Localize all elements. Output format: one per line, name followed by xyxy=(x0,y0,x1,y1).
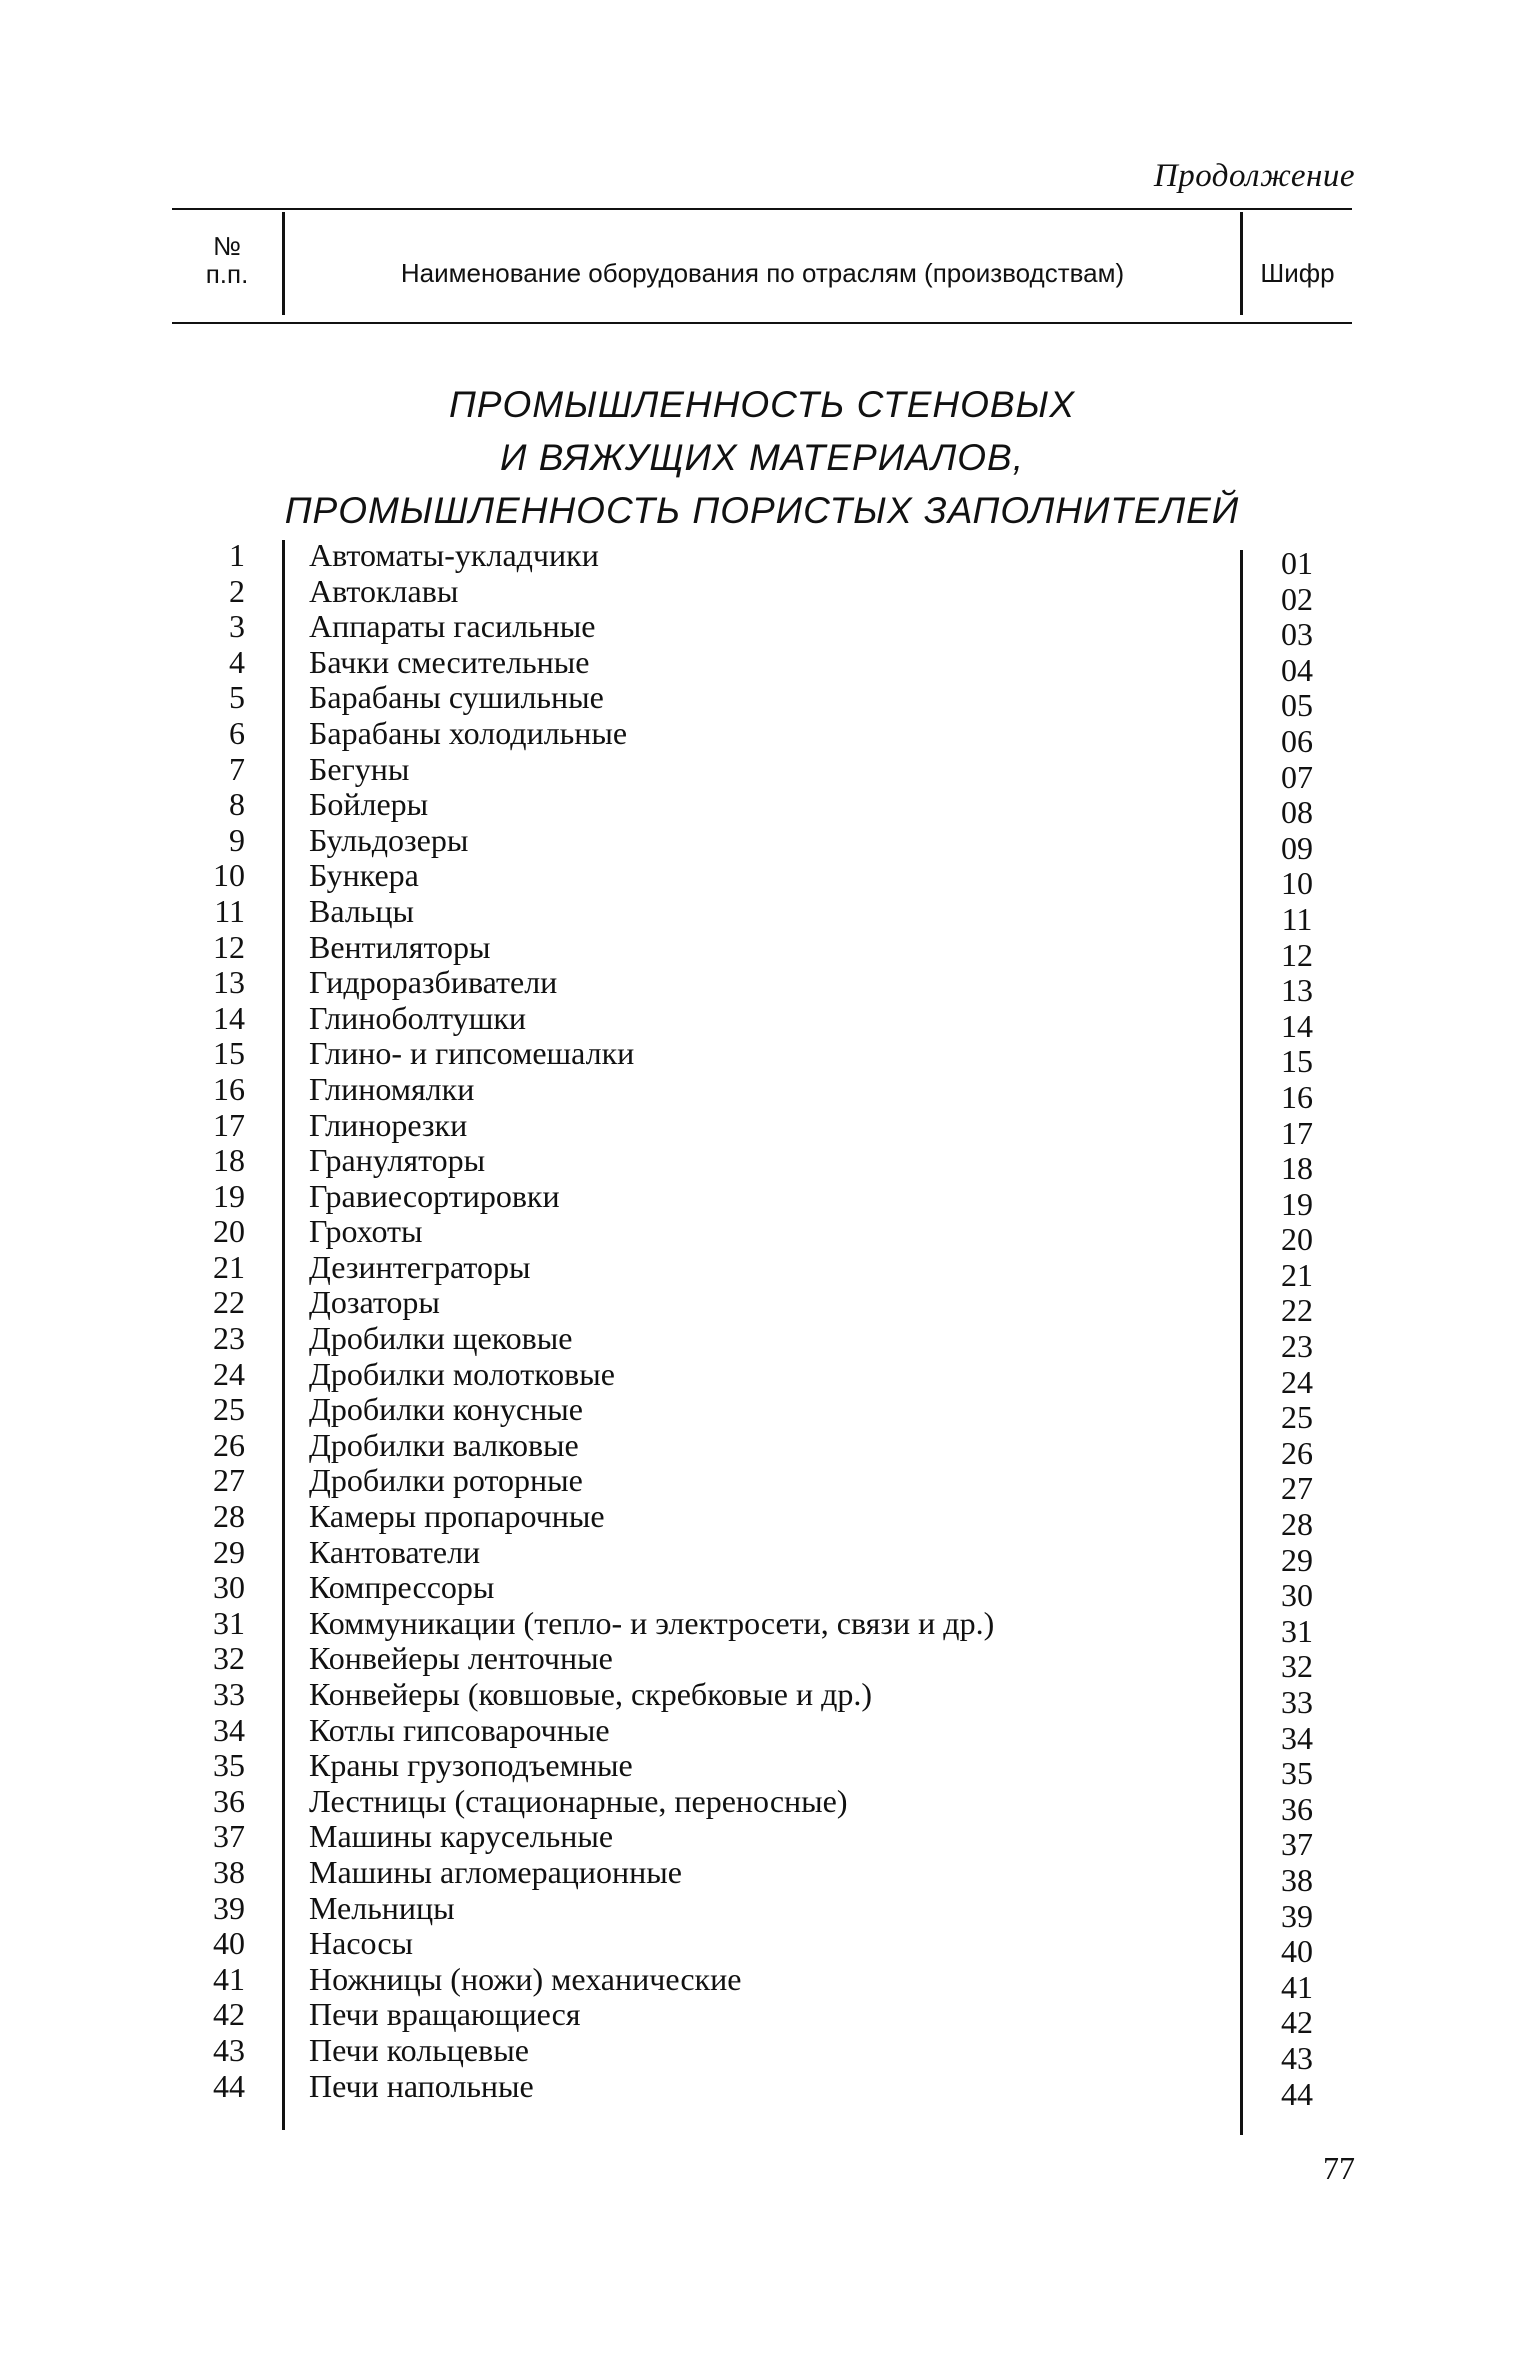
table-row xyxy=(172,714,1352,759)
row-code: 10 xyxy=(1281,865,1313,902)
row-code: 25 xyxy=(1281,1399,1313,1436)
row-number: 12 xyxy=(213,928,245,965)
row-number: 37 xyxy=(213,1818,245,1855)
row-code: 43 xyxy=(1281,2039,1313,2076)
table-row xyxy=(172,786,1352,831)
row-equipment-name: Грануляторы xyxy=(309,1142,486,1179)
row-code: 28 xyxy=(1281,1506,1313,1543)
row-number: 36 xyxy=(213,1782,245,1819)
row-equipment-name: Глиноболтушки xyxy=(309,999,527,1036)
row-code: 09 xyxy=(1281,829,1313,866)
table-row xyxy=(172,892,1352,937)
row-equipment-name: Коммуникации (тепло- и электросети, связи и др.) xyxy=(309,1604,995,1641)
header-col-code: Шифр xyxy=(1260,258,1335,288)
table-row xyxy=(172,1853,1352,1898)
section-title-line3: ПРОМЫШЛЕННОСТЬ ПОРИСТЫХ ЗАПОЛНИТЕЛЕЙ xyxy=(284,490,1240,531)
row-equipment-name: Машины карусельные xyxy=(309,1818,614,1855)
row-code: 17 xyxy=(1281,1114,1313,1151)
row-code: 02 xyxy=(1281,580,1313,617)
table-row xyxy=(172,1782,1352,1827)
table-row xyxy=(172,1391,1352,1436)
row-number: 4 xyxy=(229,643,245,680)
row-number: 14 xyxy=(213,999,245,1036)
row-code: 04 xyxy=(1281,651,1313,688)
table-row xyxy=(172,1177,1352,1222)
row-code: 21 xyxy=(1281,1256,1313,1293)
row-code: 06 xyxy=(1281,722,1313,759)
row-equipment-name: Конвейеры (ковшовые, скребковые и др.) xyxy=(309,1676,872,1712)
row-equipment-name: Бегуны xyxy=(309,750,410,787)
continuation-label: Продолжение xyxy=(1153,158,1355,194)
row-number: 44 xyxy=(213,2067,245,2104)
row-number: 19 xyxy=(213,1177,245,1214)
row-number: 16 xyxy=(213,1070,245,1107)
row-equipment-name: Бульдозеры xyxy=(309,821,469,858)
row-equipment-name: Автоматы-укладчики xyxy=(309,537,599,573)
row-equipment-name: Насосы xyxy=(309,1925,414,1962)
header-bottom-rule xyxy=(172,322,1352,324)
row-number: 10 xyxy=(213,857,245,894)
row-equipment-name: Лестницы (стационарные, переносные) xyxy=(309,1782,848,1819)
row-number: 32 xyxy=(213,1640,245,1677)
row-code: 40 xyxy=(1281,1933,1313,1970)
row-number: 39 xyxy=(213,1889,245,1926)
section-title-line2: И ВЯЖУЩИХ МАТЕРИАЛОВ, xyxy=(500,437,1024,478)
row-code: 42 xyxy=(1281,2004,1313,2041)
row-code: 34 xyxy=(1281,1719,1313,1756)
row-code: 05 xyxy=(1281,687,1313,724)
page-number: 77 xyxy=(1323,2150,1355,2186)
row-equipment-name: Дробилки валковые xyxy=(309,1426,579,1463)
row-equipment-name: Дробилки конусные xyxy=(309,1391,583,1428)
row-code: 26 xyxy=(1281,1434,1313,1471)
table-row xyxy=(172,750,1352,795)
row-number: 21 xyxy=(213,1248,245,1285)
table-row xyxy=(172,1711,1352,1756)
row-equipment-name: Бойлеры xyxy=(309,786,429,823)
row-number: 24 xyxy=(213,1355,245,1392)
row-number: 6 xyxy=(229,714,245,751)
row-equipment-name: Аппараты гасильные xyxy=(309,608,596,645)
row-equipment-name: Краны грузоподъемные xyxy=(309,1747,633,1784)
row-equipment-name: Грохоты xyxy=(309,1213,423,1250)
table-row xyxy=(172,1320,1352,1365)
row-code: 39 xyxy=(1281,1897,1313,1934)
row-code: 27 xyxy=(1281,1470,1313,1507)
row-number: 38 xyxy=(213,1853,245,1890)
row-number: 17 xyxy=(213,1106,245,1143)
row-number: 25 xyxy=(213,1391,245,1428)
table-row xyxy=(172,608,1352,653)
section-title xyxy=(172,378,1352,537)
row-equipment-name: Гравиесортировки xyxy=(309,1177,560,1214)
row-code: 13 xyxy=(1281,972,1313,1009)
row-number: 1 xyxy=(229,537,245,573)
row-equipment-name: Камеры пропарочные xyxy=(309,1498,605,1535)
table-row xyxy=(172,999,1352,1044)
table-row xyxy=(172,1035,1352,1080)
row-equipment-name: Глинорезки xyxy=(309,1106,468,1143)
row-equipment-name: Печи вращающиеся xyxy=(309,1996,581,2033)
table-row xyxy=(172,679,1352,724)
section-title-line1: ПРОМЫШЛЕННОСТЬ СТЕНОВЫХ xyxy=(448,384,1076,425)
row-number: 42 xyxy=(213,1996,245,2033)
row-equipment-name: Барабаны холодильные xyxy=(309,714,628,751)
table-row xyxy=(172,2067,1352,2112)
table-row xyxy=(172,1640,1352,1685)
table-row xyxy=(172,1284,1352,1329)
row-number: 35 xyxy=(213,1747,245,1784)
row-equipment-name: Ножницы (ножи) механические xyxy=(309,1960,742,1997)
row-number: 2 xyxy=(229,572,245,609)
row-equipment-name: Глино- и гипсомешалки xyxy=(309,1035,635,1072)
row-equipment-name: Компрессоры xyxy=(309,1569,495,1606)
table-row xyxy=(172,964,1352,1009)
table-row xyxy=(172,821,1352,866)
row-equipment-name: Конвейеры ленточные xyxy=(309,1640,613,1677)
row-equipment-name: Бункера xyxy=(309,857,419,894)
row-equipment-name: Бачки смесительные xyxy=(309,643,590,680)
row-code: 15 xyxy=(1281,1043,1313,1080)
row-code: 07 xyxy=(1281,758,1313,795)
table-row xyxy=(172,1925,1352,1970)
table-row xyxy=(172,1213,1352,1258)
row-code: 37 xyxy=(1281,1826,1313,1863)
row-code: 12 xyxy=(1281,936,1313,973)
row-number: 26 xyxy=(213,1426,245,1463)
table-row xyxy=(172,1676,1352,1720)
table-row xyxy=(172,1106,1352,1151)
row-code: 20 xyxy=(1281,1221,1313,1258)
table-row xyxy=(172,1142,1352,1187)
row-code: 14 xyxy=(1281,1007,1313,1044)
row-equipment-name: Котлы гипсоварочные xyxy=(309,1711,610,1748)
table-row xyxy=(172,1533,1352,1578)
header-col-number xyxy=(172,232,282,288)
row-number: 18 xyxy=(213,1142,245,1179)
row-number: 27 xyxy=(213,1462,245,1499)
row-number: 40 xyxy=(213,1925,245,1962)
row-number: 20 xyxy=(213,1213,245,1250)
row-number: 29 xyxy=(213,1533,245,1570)
row-number: 5 xyxy=(229,679,245,716)
table-row xyxy=(172,2031,1352,2076)
table-row xyxy=(172,643,1352,688)
header-top-rule xyxy=(172,208,1352,210)
row-code: 36 xyxy=(1281,1790,1313,1827)
row-code: 24 xyxy=(1281,1363,1313,1400)
row-code: 30 xyxy=(1281,1577,1313,1614)
row-code: 01 xyxy=(1281,545,1313,581)
row-number: 34 xyxy=(213,1711,245,1748)
row-number: 7 xyxy=(229,750,245,787)
table-row xyxy=(172,1426,1352,1471)
row-code: 23 xyxy=(1281,1328,1313,1365)
row-number: 43 xyxy=(213,2031,245,2068)
header-col-name: Наименование оборудования по отраслям (производствам) xyxy=(400,258,1125,288)
table-row xyxy=(172,1569,1352,1614)
row-equipment-name: Гидроразбиватели xyxy=(309,964,558,1001)
row-code: 08 xyxy=(1281,794,1313,831)
table-row xyxy=(172,1818,1352,1863)
table-row xyxy=(172,1747,1352,1792)
table-row xyxy=(172,1996,1352,2041)
row-code: 32 xyxy=(1281,1648,1313,1685)
row-number: 33 xyxy=(213,1676,245,1712)
header-col-number-line2: п.п. xyxy=(205,259,249,289)
table-row xyxy=(172,537,1352,581)
row-number: 22 xyxy=(213,1284,245,1321)
row-number: 23 xyxy=(213,1320,245,1357)
row-equipment-name: Печи кольцевые xyxy=(309,2031,529,2068)
table-row xyxy=(172,572,1352,617)
table-row xyxy=(172,1889,1352,1934)
table-row xyxy=(172,1604,1352,1649)
row-equipment-name: Дробилки щековые xyxy=(309,1320,573,1357)
row-code: 11 xyxy=(1281,900,1313,937)
equipment-list xyxy=(172,537,1352,2112)
row-code: 19 xyxy=(1281,1185,1313,1222)
row-equipment-name: Дробилки роторные xyxy=(309,1462,583,1499)
row-code: 03 xyxy=(1281,616,1313,653)
table-row xyxy=(172,1355,1352,1400)
row-number: 30 xyxy=(213,1569,245,1606)
header-col-number-line1: № xyxy=(213,231,241,261)
row-number: 13 xyxy=(213,964,245,1001)
table-row xyxy=(172,1462,1352,1507)
row-equipment-name: Кантователи xyxy=(309,1533,481,1570)
row-code: 35 xyxy=(1281,1755,1313,1792)
row-number: 11 xyxy=(214,892,245,929)
row-equipment-name: Глиномялки xyxy=(309,1070,475,1107)
row-number: 31 xyxy=(213,1604,245,1641)
row-equipment-name: Машины агломерационные xyxy=(309,1853,682,1890)
row-equipment-name: Барабаны сушильные xyxy=(309,679,604,716)
row-equipment-name: Дробилки молотковые xyxy=(309,1355,615,1392)
row-code: 16 xyxy=(1281,1078,1313,1115)
row-equipment-name: Дезинтеграторы xyxy=(309,1248,531,1285)
row-code: 31 xyxy=(1281,1612,1313,1649)
table-row xyxy=(172,1248,1352,1293)
table-row xyxy=(172,1498,1352,1543)
row-equipment-name: Дозаторы xyxy=(309,1284,440,1321)
row-equipment-name: Печи напольные xyxy=(309,2067,534,2104)
row-number: 9 xyxy=(229,821,245,858)
row-number: 15 xyxy=(213,1035,245,1072)
row-equipment-name: Мельницы xyxy=(309,1889,455,1926)
row-equipment-name: Автоклавы xyxy=(309,572,459,609)
row-equipment-name: Вентиляторы xyxy=(309,928,491,965)
table-row xyxy=(172,1960,1352,2005)
row-code: 38 xyxy=(1281,1861,1313,1898)
table-row xyxy=(172,857,1352,902)
row-code: 33 xyxy=(1281,1684,1313,1720)
table-row xyxy=(172,928,1352,973)
row-code: 29 xyxy=(1281,1541,1313,1578)
row-number: 28 xyxy=(213,1498,245,1535)
row-number: 41 xyxy=(213,1960,245,1997)
table-row xyxy=(172,1070,1352,1115)
row-equipment-name: Вальцы xyxy=(309,892,415,929)
row-number: 8 xyxy=(229,786,245,823)
row-code: 22 xyxy=(1281,1292,1313,1329)
row-number: 3 xyxy=(229,608,245,645)
row-code: 18 xyxy=(1281,1150,1313,1187)
row-code: 44 xyxy=(1281,2075,1313,2112)
row-code: 41 xyxy=(1281,1968,1313,2005)
